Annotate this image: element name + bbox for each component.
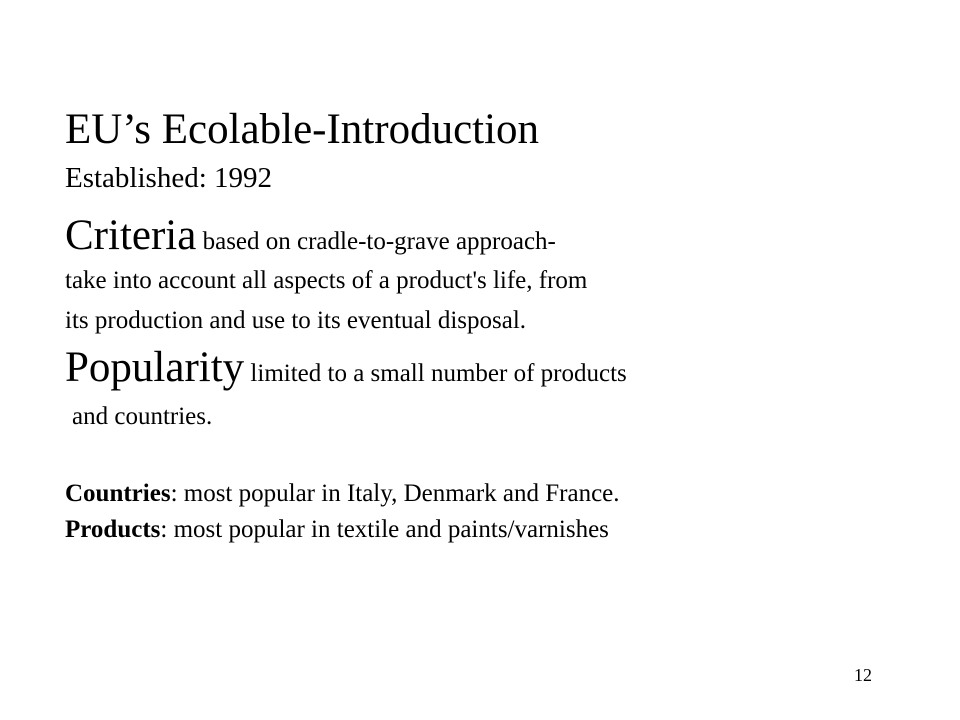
countries-label: Countries [65,480,171,507]
countries-text: : most popular in Italy, Denmark and France. [170,480,620,507]
products-label: Products [65,516,161,543]
criteria-description-line-1: take into account all aspects of a product's life, from [65,267,588,294]
established-line: Established: 1992 [65,162,273,194]
criteria-heading: Criteria [65,212,197,259]
products-text: : most popular in textile and paints/varnishes [160,516,609,543]
criteria-line [65,214,556,257]
popularity-heading: Popularity [65,344,245,391]
criteria-text: based on cradle-to-grave approach- [196,228,556,255]
page-number: 12 [854,665,872,685]
slide-title: EU’s Ecolable-Introduction [65,106,540,153]
popularity-description-line: and countries. [72,403,213,430]
criteria-description-line-2: its production and use to its eventual disposal. [65,307,527,334]
popularity-line [65,346,627,389]
products-line [65,517,609,542]
popularity-text: limited to a small number of products [244,360,627,387]
countries-line [65,481,620,506]
